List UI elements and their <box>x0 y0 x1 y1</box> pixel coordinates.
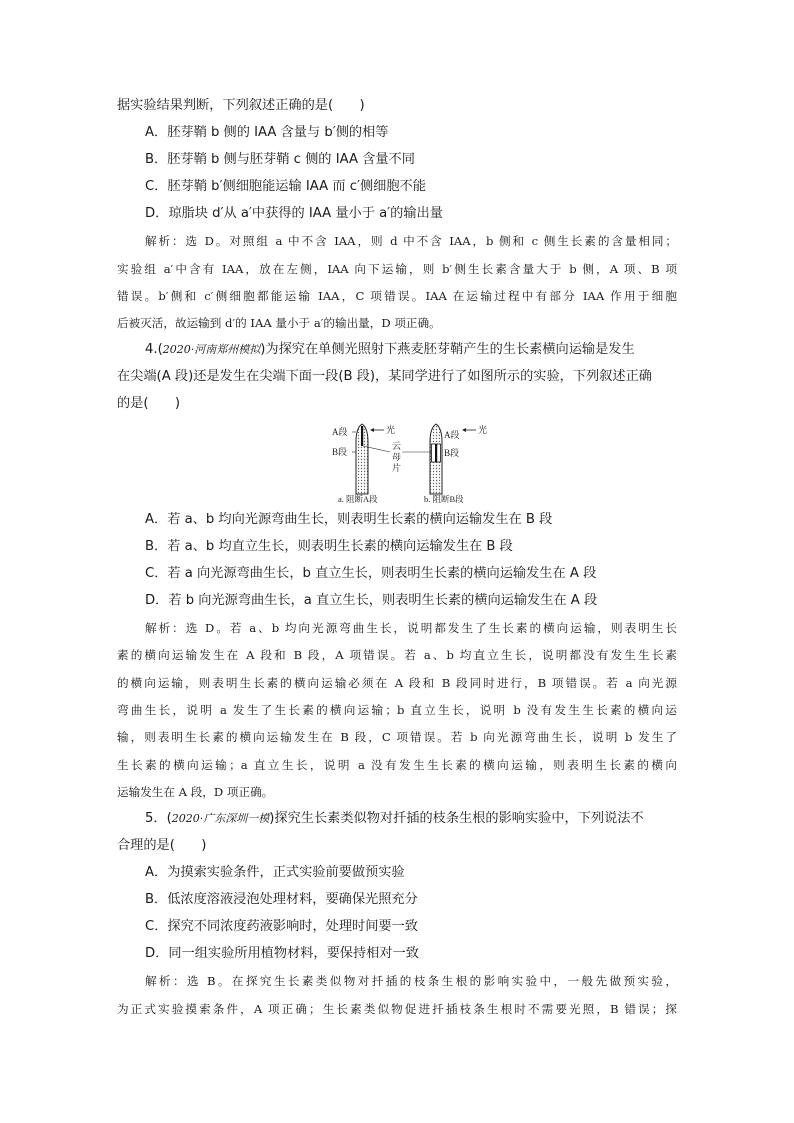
label-b-seg-b: B段 <box>444 448 460 458</box>
q4-analysis-line-3: 的横向运输，则表明生长素的横向运输必须在 A 段和 B 段同时进行，B 项错误。若 a 向光源 <box>117 676 677 690</box>
q3-option-b: B．胚芽鞘 b 侧与胚芽鞘 c 侧的 IAA 含量不同 <box>145 152 415 167</box>
q4-stem-line-3: 的是( ) <box>117 396 181 411</box>
q3-analysis-line-1: 解析：选 D。对照组 a 中不含 IAA，则 d 中不含 IAA，b 侧和 c 侧生长素的含量相同； <box>145 234 677 248</box>
q3-option-a: A．胚芽鞘 b 侧的 IAA 含量与 b′侧的相等 <box>145 125 389 140</box>
caption-a: a. 阻断A段 <box>338 494 378 504</box>
label-b-seg-a: B段 <box>332 447 348 457</box>
q5-option-c: C．探究不同浓度药液影响时，处理时间要一致 <box>145 919 418 934</box>
q4-option-c: C．若 a 向光源弯曲生长，b 直立生长，则表明生长素的横向运输发生在 A 段 <box>145 566 597 581</box>
q4-option-d: D．若 b 向光源弯曲生长，a 直立生长，则表明生长素的横向运输发生在 A 段 <box>145 593 598 608</box>
q3-analysis-line-4: 后被灭活，故运输到 d′的 IAA 量小于 a′的输出量，D 项正确。 <box>117 316 441 330</box>
q4-stem-rest: )为探究在单侧光照射下燕麦胚芽鞘产生的生长素横向运输是发生 <box>260 342 635 357</box>
q3-analysis-line-2: 实验组 a′中含有 IAA，放在左侧，IAA 向下运输，则 b′侧生长素含量大于 b 侧，A 项、B 项 <box>117 262 677 276</box>
q5-number: 5．( <box>145 811 172 826</box>
q4-analysis-line-7: 运输发生在 A 段，D 项正确。 <box>117 785 274 799</box>
q5-option-d: D．同一组实验所用植物材料，要保持相对一致 <box>145 946 419 961</box>
coleoptile-figure <box>330 422 490 504</box>
q4-source: 河南郑州模拟 <box>194 343 261 356</box>
label-light-b: 光 <box>478 425 488 435</box>
label-mica-3: 片 <box>392 463 402 473</box>
q5-analysis-line-1: 解析：选 B。在探究生长素类似物对扦插的枝条生根的影响实验中，一般先做预实验， <box>145 974 677 988</box>
q4-number: 4.( <box>145 342 163 357</box>
q5-stem-line-2: 合理的是( ) <box>117 838 207 853</box>
q5-option-b: B．低浓度溶液浸泡处理材料，要确保光照充分 <box>145 892 418 907</box>
q3-option-d: D．琼脂块 d′从 a′中获得的 IAA 量小于 a′的输出量 <box>145 206 443 221</box>
q3-analysis-line-3: 错误。b′侧和 c′侧细胞都能运输 IAA，C 项错误。IAA 在运输过程中有部分 IAA 作用于细胞 <box>117 289 677 303</box>
caption-b: b. 阻断B段 <box>424 494 464 504</box>
label-light-a: 光 <box>386 425 396 435</box>
q5-option-a: A．为摸索实验条件，正式实验前要做预实验 <box>145 865 405 880</box>
q3-option-c: C．胚芽鞘 b′侧细胞能运输 IAA 而 c′侧细胞不能 <box>145 179 426 194</box>
q5-stem-rest: )探究生长素类似物对扦插的枝条生根的影响实验中，下列说法不 <box>269 811 644 826</box>
q5-source: 广东深圳一模 <box>203 812 270 825</box>
label-mica-1: 云 <box>392 441 402 451</box>
label-mica-2: 母 <box>392 452 402 462</box>
coleoptile-diagram <box>330 422 490 504</box>
q5-stem-line-1 <box>145 811 644 827</box>
mica-a <box>361 426 363 446</box>
label-a-seg-b: A段 <box>444 430 460 440</box>
q4-stem-line-2: 在尖端(A 段)还是发生在尖端下面一段(B 段)，某同学进行了如图所示的实验，下列叙述正确 <box>117 369 652 384</box>
q3-stem: 据实验结果判断，下列叙述正确的是( ) <box>117 98 365 113</box>
q4-analysis-line-6: 生长素的横向运输；a 直立生长，说明 a 没有发生生长素的横向运输，则表明生长素的横向 <box>117 758 677 772</box>
q4-analysis-line-2: 素的横向运输发生在 A 段和 B 段，A 项错误。若 a、b 均直立生长，说明都没有发生生长素 <box>117 648 677 662</box>
q4-year: 2020· <box>162 343 195 356</box>
q4-analysis-line-5: 输，则表明生长素的横向运输发生在 B 段，C 项错误。若 b 向光源弯曲生长，说明 b 发生了 <box>117 730 677 744</box>
q4-option-a: A．若 a、b 均向光源弯曲生长，则表明生长素的横向运输发生在 B 段 <box>145 512 553 527</box>
q4-analysis-line-1: 解析：选 D。若 a、b 均向光源弯曲生长，说明都发生了生长素的横向运输，则表明生长 <box>145 621 677 635</box>
q4-option-b: B．若 a、b 均直立生长，则表明生长素的横向运输发生在 B 段 <box>145 539 513 554</box>
q4-stem-line-1 <box>145 342 635 358</box>
q4-analysis-line-4: 弯曲生长，说明 a 发生了生长素的横向运输；b 直立生长，说明 b 没有发生生长素的横向运 <box>117 703 677 717</box>
q5-year: 2020· <box>171 812 204 825</box>
q5-analysis-line-2: 为正式实验摸索条件，A 项正确；生长素类似物促进扦插枝条生根时不需要光照，B 错误；探 <box>117 1002 677 1016</box>
label-a-seg-a: A段 <box>332 427 348 437</box>
